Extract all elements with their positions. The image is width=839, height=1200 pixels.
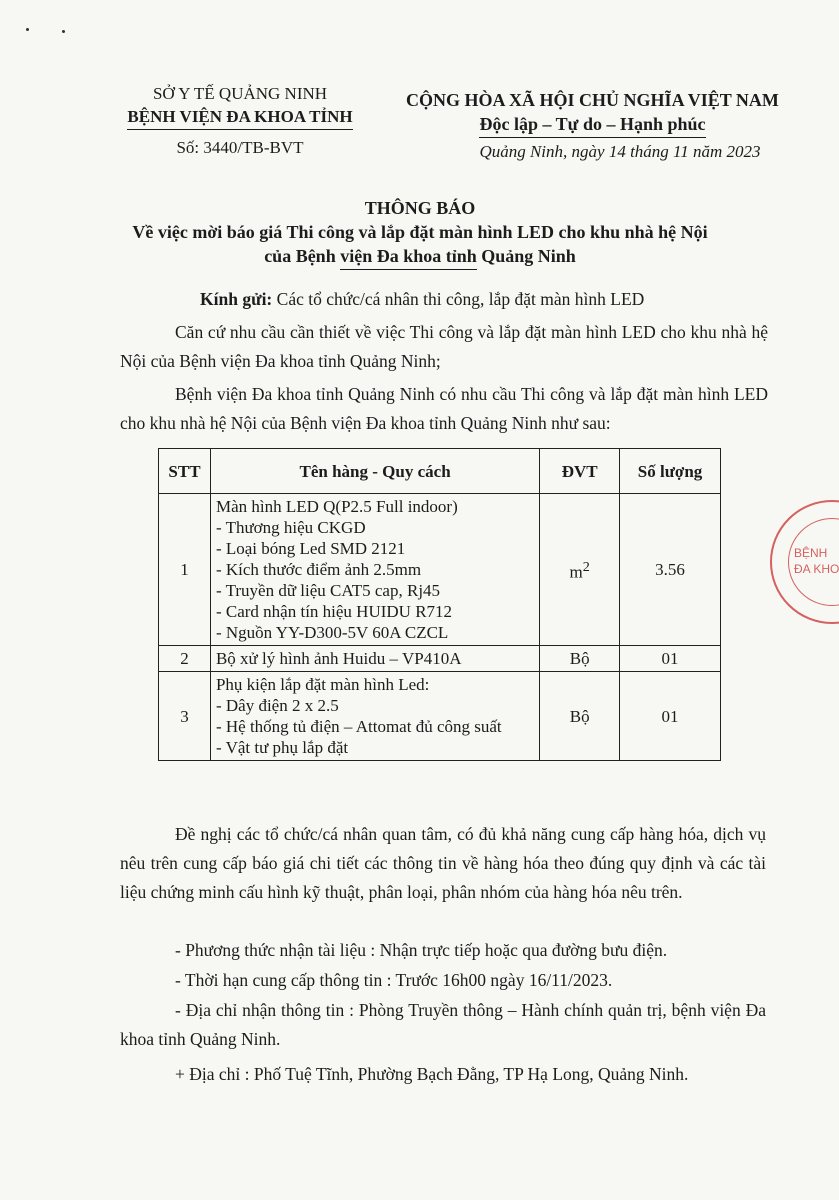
recipient-line bbox=[200, 285, 760, 314]
desc-line: Màn hình LED Q(P2.5 Full indoor) bbox=[215, 497, 458, 516]
row-stt: 1 bbox=[159, 494, 211, 646]
row-stt: 2 bbox=[159, 646, 211, 672]
ministry-name: SỞ Y TẾ QUẢNG NINH bbox=[152, 84, 328, 103]
table-row bbox=[159, 646, 721, 672]
document-title bbox=[100, 196, 740, 270]
desc-line: - Vật tư phụ lắp đặt bbox=[215, 738, 349, 757]
hospital-stamp bbox=[770, 500, 839, 624]
header-stt: STT bbox=[159, 449, 211, 494]
paragraph-need: Bệnh viện Đa khoa tỉnh Quảng Ninh có nhu cầu Thi công và lắp đặt màn hình LED cho khu nhà hệ Nội của Bệnh viện Đa khoa tỉnh Quảng Ninh như sau: bbox=[120, 384, 768, 433]
header-quantity: Số lượng bbox=[620, 449, 721, 494]
desc-line: Bộ xử lý hình ảnh Huidu – VP410A bbox=[215, 649, 462, 668]
header-left bbox=[110, 82, 370, 130]
desc-line: - Kích thước điểm ảnh 2.5mm bbox=[215, 560, 422, 579]
row-description bbox=[210, 646, 539, 672]
desc-line: - Card nhận tín hiệu HUIDU R712 bbox=[215, 602, 453, 621]
title-subject-line2 bbox=[100, 244, 740, 270]
desc-line: - Nguồn YY-D300-5V 60A CZCL bbox=[215, 623, 449, 642]
desc-line: - Hệ thống tủ điện – Attomat đủ công suất bbox=[215, 717, 502, 736]
row-quantity: 01 bbox=[620, 646, 721, 672]
row-description bbox=[210, 672, 539, 761]
desc-line: - Loại bóng Led SMD 2121 bbox=[215, 539, 406, 558]
row-description bbox=[210, 494, 539, 646]
national-motto: Độc lập – Tự do – Hạnh phúc bbox=[479, 112, 705, 138]
header-name: Tên hàng - Quy cách bbox=[210, 449, 539, 494]
stamp-text-line2: ĐA KHO bbox=[794, 562, 839, 576]
document-date: Quảng Ninh, ngày 14 tháng 11 năm 2023 bbox=[479, 142, 761, 161]
table-row bbox=[159, 672, 721, 761]
recipient-label: Kính gửi: bbox=[200, 289, 273, 309]
unit-superscript: 2 bbox=[582, 558, 590, 575]
row-unit bbox=[540, 494, 620, 646]
recipient-text: Các tổ chức/cá nhân thi công, lắp đặt màn hình LED bbox=[272, 289, 645, 309]
row-unit: Bộ bbox=[540, 672, 620, 761]
bullet-receive-method: - Phương thức nhận tài liệu : Nhận trực tiếp hoặc qua đường bưu điện. bbox=[175, 940, 668, 960]
table-row bbox=[159, 494, 721, 646]
desc-line: - Dây điện 2 x 2.5 bbox=[215, 696, 339, 715]
desc-line: - Thương hiệu CKGD bbox=[215, 518, 366, 537]
row-quantity: 01 bbox=[620, 672, 721, 761]
paragraph-basis: Căn cứ nhu cầu cần thiết về việc Thi công và lắp đặt màn hình LED cho khu nhà hệ Nội của Bệnh viện Đa khoa tỉnh Quảng Ninh; bbox=[120, 322, 768, 371]
title-main: THÔNG BÁO bbox=[364, 198, 476, 218]
hospital-name: BỆNH VIỆN ĐA KHOA TỈNH bbox=[127, 105, 352, 130]
header-unit: ĐVT bbox=[540, 449, 620, 494]
bullet-street-address: + Địa chỉ : Phố Tuệ Tĩnh, Phường Bạch Đằng, TP Hạ Long, Quảng Ninh. bbox=[175, 1064, 689, 1084]
table-header-row bbox=[159, 449, 721, 494]
bullet-address: - Địa chỉ nhận thông tin : Phòng Truyền thông – Hành chính quản trị, bệnh viện Đa khoa tỉnh Quảng Ninh. bbox=[120, 1000, 766, 1049]
desc-line: - Truyền dữ liệu CAT5 cap, Rj45 bbox=[215, 581, 441, 600]
desc-line: Phụ kiện lắp đặt màn hình Led: bbox=[215, 675, 430, 694]
scan-speck bbox=[62, 30, 65, 33]
bullet-deadline: - Thời hạn cung cấp thông tin : Trước 16h00 ngày 16/11/2023. bbox=[175, 970, 613, 990]
row-unit: Bộ bbox=[540, 646, 620, 672]
items-table bbox=[158, 448, 721, 761]
paragraph-request: Đề nghị các tổ chức/cá nhân quan tâm, có đủ khả năng cung cấp hàng hóa, dịch vụ nêu trên cung cấp báo giá chi tiết các thông tin về hàng hóa theo đúng quy định và các tài liệu chứng minh cấu hình kỹ thuật, phân loại, phân nhóm của hàng hóa nêu trên. bbox=[120, 824, 766, 902]
title-subject-line1: Về việc mời báo giá Thi công và lắp đặt màn hình LED cho khu nhà hệ Nội bbox=[132, 222, 708, 242]
row-stt: 3 bbox=[159, 672, 211, 761]
row-quantity: 3.56 bbox=[620, 494, 721, 646]
unit-text: m bbox=[569, 562, 583, 582]
title-line2-pre: của Bệnh bbox=[264, 246, 341, 266]
header-right bbox=[385, 88, 800, 138]
country-name: CỘNG HÒA XÃ HỘI CHỦ NGHĨA VIỆT NAM bbox=[406, 90, 779, 110]
title-line2-underlined: viện Đa khoa tỉnh bbox=[340, 244, 477, 270]
scan-speck bbox=[26, 28, 29, 31]
title-line2-post: Quảng Ninh bbox=[476, 246, 576, 266]
document-number: Số: 3440/TB-BVT bbox=[176, 138, 304, 157]
stamp-text-line1: BỆNH bbox=[794, 546, 828, 560]
